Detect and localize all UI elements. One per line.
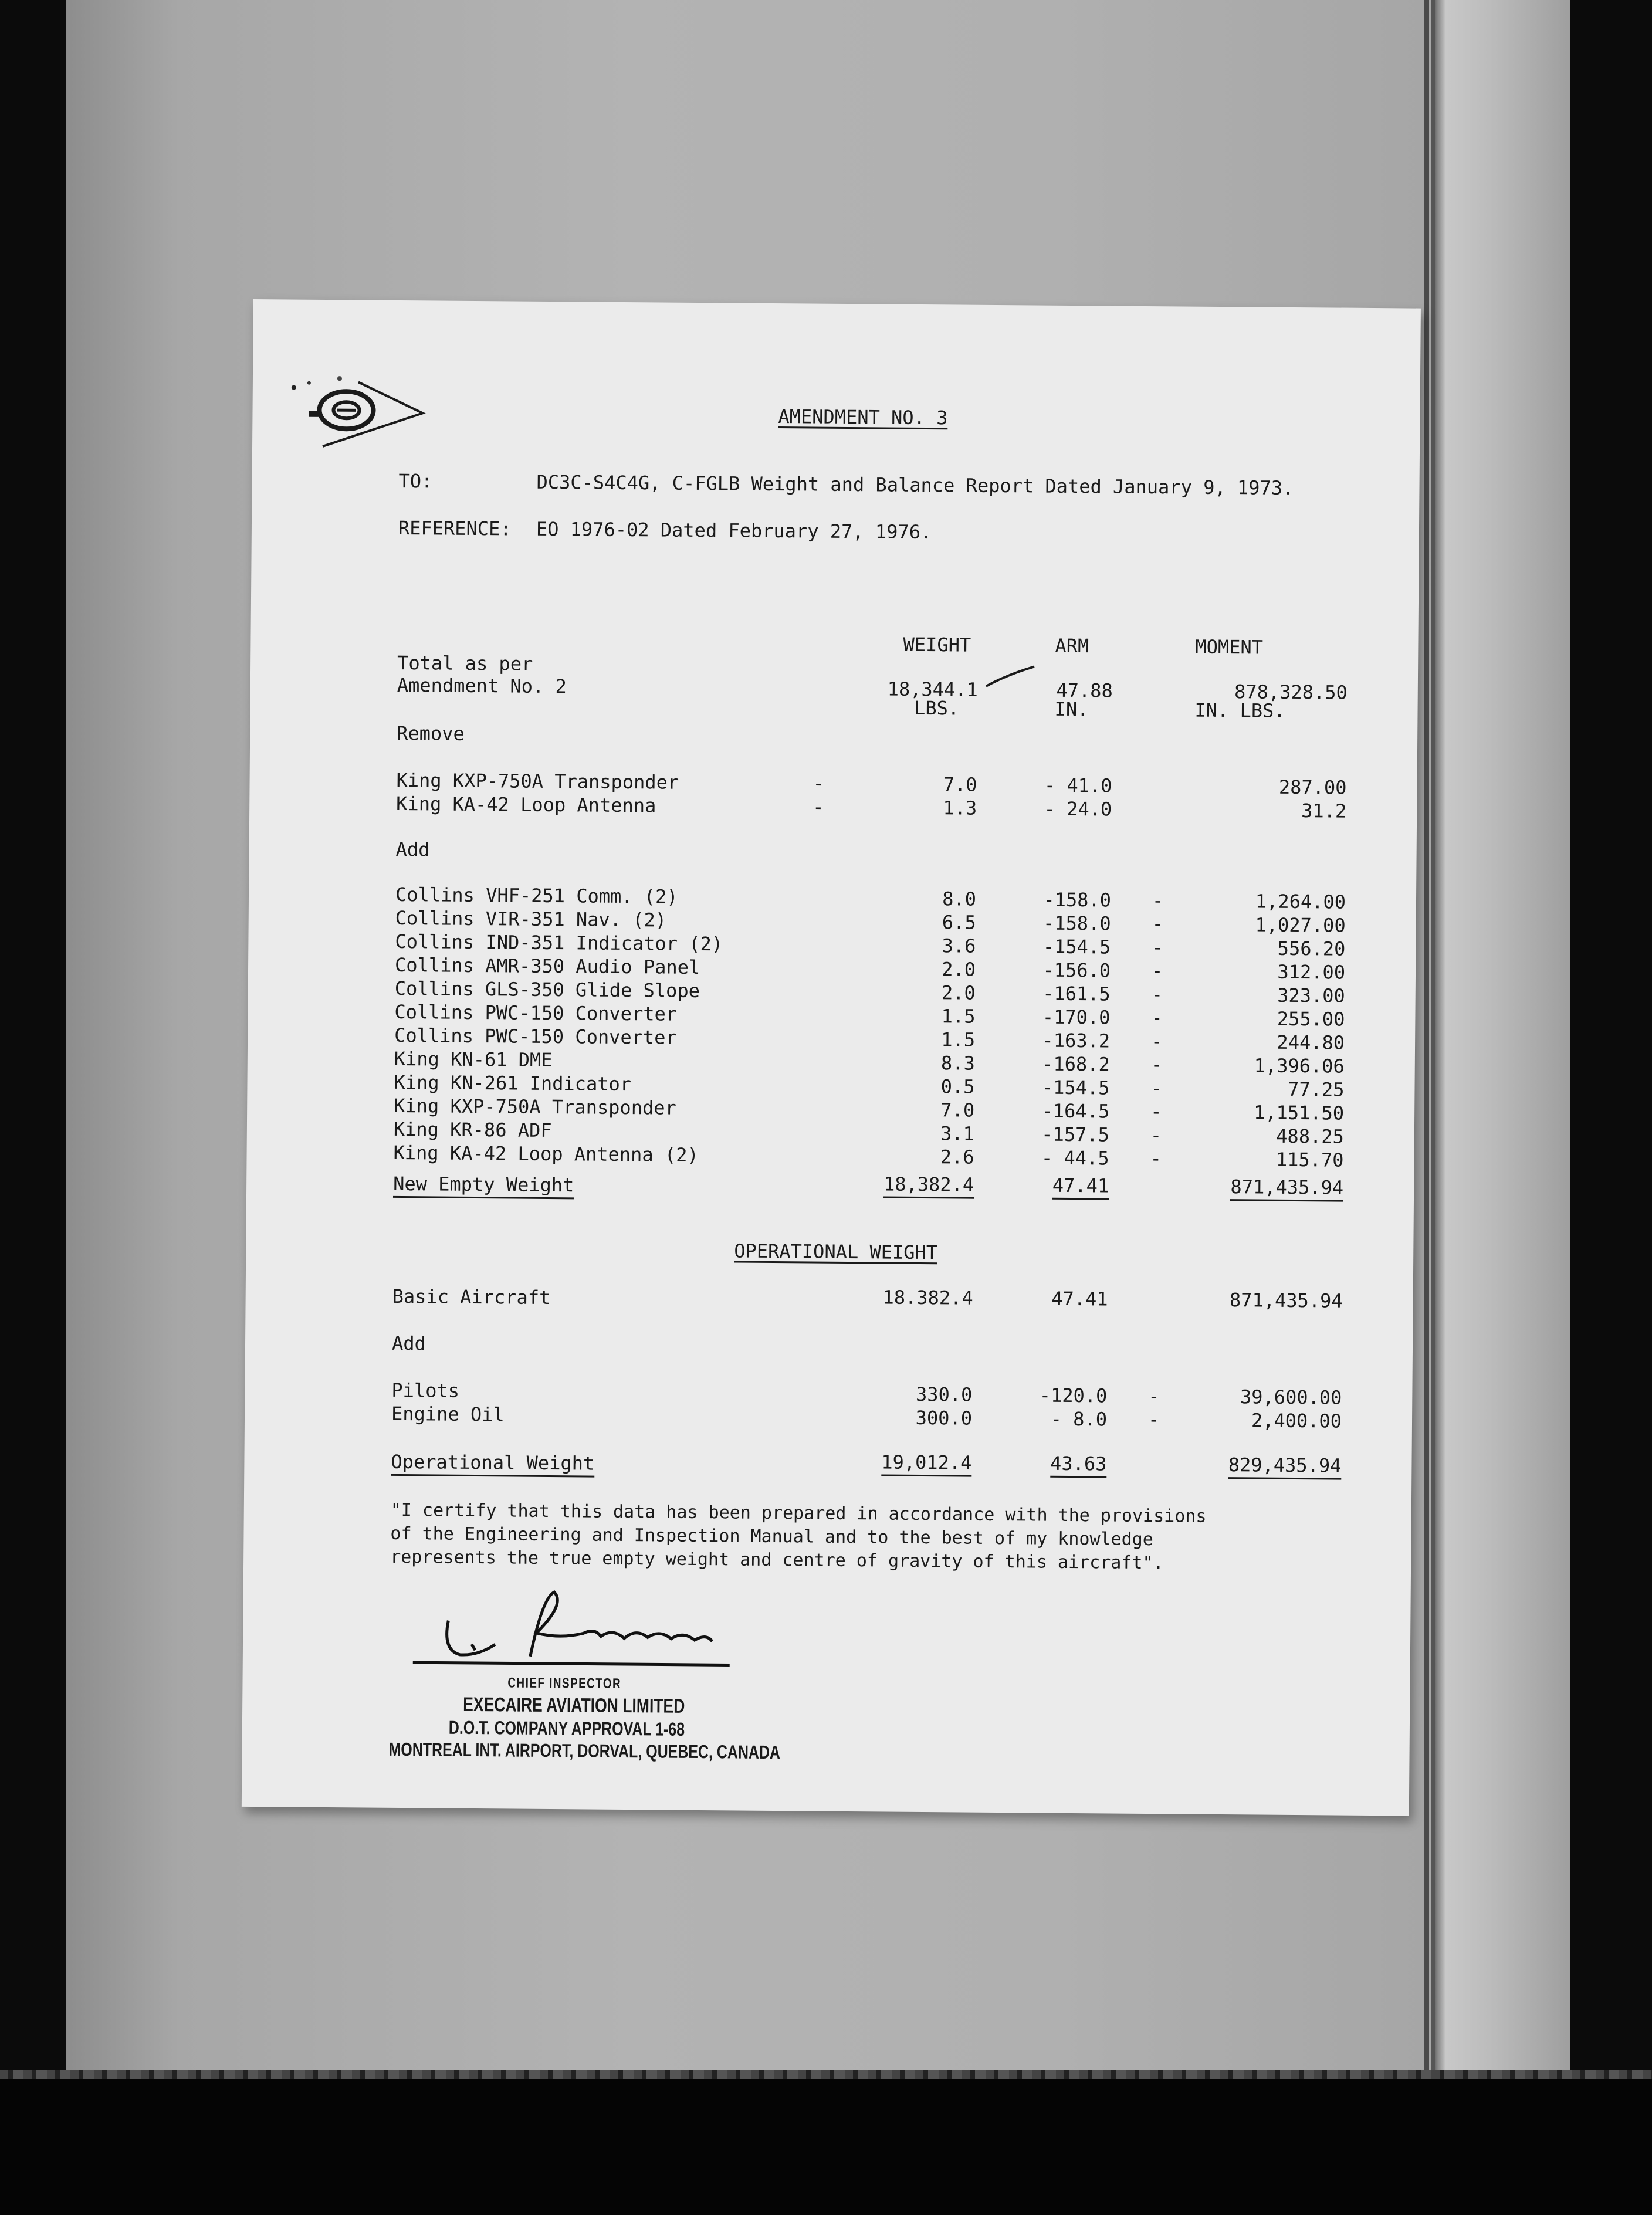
film-border (0, 2079, 1652, 2215)
row-moment: 77.25 (1287, 1078, 1345, 1101)
row-arm: -156.0 (1042, 959, 1111, 982)
row-item-name: King KR-86 ADF (393, 1117, 552, 1142)
row-item-name: Engine Oil (391, 1402, 505, 1426)
certification-line-2: of the Engineering and Inspection Manual and to the best of my knowledge (390, 1523, 1154, 1550)
row-item-name: Collins AMR-350 Audio Panel (394, 953, 700, 979)
operational-total-moment (1183, 1454, 1341, 1476)
row-moment: 255.00 (1277, 1007, 1345, 1031)
to-value: DC3C-S4C4G, C-FGLB Weight and Balance Report Dated January 9, 1973. (536, 470, 1294, 499)
total-prev-label-line1: Total as per (397, 651, 533, 675)
basic-aircraft-weight: 18.382.4 (882, 1286, 973, 1309)
total-prev-weight: 18,344.1 (887, 678, 978, 701)
certification-line-3: represents the true empty weight and centre of gravity of this aircraft". (390, 1546, 1164, 1574)
row-arm: - 44.5 (1041, 1146, 1109, 1170)
row-moment-sign: - (1150, 1077, 1162, 1100)
operational-heading: OPERATIONAL WEIGHT (734, 1239, 938, 1264)
row-moment-sign: - (1152, 889, 1164, 912)
row-weight: 3.6 (942, 934, 976, 957)
row-moment-sign: - (1150, 1030, 1163, 1053)
row-moment: 1,027.00 (1255, 913, 1346, 937)
row-arm: -168.2 (1042, 1052, 1110, 1076)
column-header-weight-line1: WEIGHT (903, 633, 971, 656)
row-moment: 488.25 (1276, 1125, 1344, 1148)
row-item-name: King KN-261 Indicator (394, 1071, 632, 1096)
add-heading: Add (395, 838, 430, 861)
row-moment-sign: - (1150, 1147, 1162, 1170)
row-moment-sign: - (1150, 1124, 1162, 1147)
reference-value: EO 1976-02 Dated February 27, 1976. (536, 517, 932, 544)
row-weight: 2.0 (942, 958, 976, 981)
new-empty-arm (1015, 1174, 1109, 1196)
row-item-name: Collins PWC-150 Converter (394, 1000, 678, 1025)
row-weight: 8.3 (940, 1052, 975, 1075)
operational-total-label-text: Operational Weight (391, 1451, 594, 1478)
row-arm: -161.5 (1042, 982, 1111, 1005)
row-weight: 1.5 (941, 1005, 976, 1028)
new-empty-arm-value: 47.41 (1052, 1174, 1109, 1200)
row-moment: 115.70 (1275, 1148, 1344, 1171)
certification-line-1: "I certify that this data has been prepared in accordance with the provisions (390, 1499, 1207, 1527)
row-weight: 0.5 (940, 1075, 975, 1098)
row-item-name: King KA-42 Loop Antenna (396, 792, 656, 817)
new-empty-weight (833, 1173, 974, 1195)
row-item-name: Collins PWC-150 Converter (394, 1024, 677, 1049)
column-header-moment-line1: MOMENT (1195, 635, 1264, 659)
basic-aircraft-label: Basic Aircraft (392, 1285, 551, 1309)
row-item-name: Collins GLS-350 Glide Slope (394, 977, 700, 1002)
row-moment-sign: - (1150, 1054, 1163, 1076)
row-moment: 1,396.06 (1254, 1054, 1345, 1078)
row-weight: 1.5 (941, 1028, 976, 1051)
to-label: TO: (398, 469, 433, 493)
operational-total-label (391, 1451, 594, 1474)
total-prev-label-line2: Amendment No. 2 (397, 673, 567, 698)
signature (407, 1585, 736, 1675)
column-header-weight-line2: LBS. (913, 696, 960, 720)
row-arm: -170.0 (1042, 1005, 1111, 1029)
row-arm: -163.2 (1042, 1029, 1111, 1052)
row-moment: 287.00 (1278, 775, 1347, 799)
row-moment: 323.00 (1277, 984, 1345, 1007)
row-item-name: King KXP-750A Transponder (396, 768, 679, 794)
new-empty-moment-value: 871,435.94 (1230, 1176, 1343, 1202)
company-logo-icon (287, 370, 429, 453)
row-arm: -158.0 (1042, 912, 1111, 935)
row-weight: 7.0 (940, 1099, 975, 1122)
row-sign: - (813, 772, 824, 795)
row-moment: 2,400.00 (1251, 1409, 1342, 1432)
row-item-name: Collins VHF-251 Comm. (2) (395, 883, 678, 908)
binder-rail (1431, 0, 1570, 2088)
remove-heading: Remove (397, 722, 465, 745)
column-header-arm-line1: ARM (1055, 634, 1089, 658)
row-moment: 31.2 (1301, 800, 1347, 822)
stamp-company: EXECAIRE AVIATION LIMITED (463, 1693, 685, 1718)
row-arm: -120.0 (1039, 1384, 1108, 1407)
basic-aircraft-arm: 47.41 (1051, 1287, 1108, 1310)
document-title: AMENDMENT NO. 3 (778, 405, 948, 429)
row-weight: 2.0 (941, 981, 976, 1004)
column-header-moment-line2: IN. LBS. (1194, 699, 1285, 722)
row-moment: 1,151.50 (1253, 1101, 1345, 1125)
stamp-approval: D.O.T. COMPANY APPROVAL 1-68 (448, 1716, 685, 1740)
row-item-name: Collins VIR-351 Nav. (2) (395, 906, 667, 932)
operational-total-arm-value: 43.63 (1050, 1452, 1107, 1478)
row-arm: -157.5 (1041, 1123, 1110, 1146)
column-header-arm-line2: IN. (1054, 697, 1089, 721)
row-weight: 3.1 (940, 1122, 975, 1145)
row-arm: - 8.0 (1050, 1407, 1108, 1431)
row-item-name: King KXP-750A Transponder (394, 1094, 676, 1119)
basic-aircraft-moment: 871,435.94 (1229, 1289, 1343, 1312)
row-weight: 8.0 (942, 888, 977, 910)
row-arm: -154.5 (1041, 1076, 1110, 1099)
row-weight: 330.0 (915, 1383, 973, 1406)
row-arm: -158.0 (1043, 888, 1112, 912)
row-moment-sign: - (1148, 1385, 1160, 1408)
row-arm: - 41.0 (1044, 774, 1112, 797)
row-item-name: Pilots (391, 1379, 460, 1402)
row-weight: 2.6 (940, 1146, 974, 1169)
row-arm: -164.5 (1041, 1099, 1110, 1123)
new-empty-label (393, 1173, 574, 1195)
row-weight: 300.0 (915, 1406, 973, 1430)
row-moment-sign: - (1147, 1408, 1160, 1431)
operational-total-weight-value: 19,012.4 (881, 1451, 971, 1476)
new-empty-moment (1185, 1176, 1343, 1198)
total-prev-moment: 878,328.50 (1234, 680, 1348, 704)
row-item-name: King KA-42 Loop Antenna (2) (393, 1141, 699, 1167)
column-header-arm (1024, 592, 1119, 762)
operational-total-moment-value: 829,435.94 (1228, 1454, 1342, 1480)
row-moment-sign: - (1151, 983, 1163, 1006)
row-moment: 1,264.00 (1255, 890, 1346, 913)
row-weight: 1.3 (943, 797, 977, 819)
row-moment: 39,600.00 (1240, 1386, 1342, 1409)
document-page (242, 299, 1421, 1816)
operational-add-heading: Add (391, 1332, 426, 1355)
total-prev-arm: 47.88 (1056, 679, 1113, 702)
row-moment-sign: - (1152, 936, 1163, 959)
row-arm: -154.5 (1042, 935, 1111, 959)
row-item-name: King KN-61 DME (394, 1047, 553, 1072)
row-weight: 7.0 (943, 773, 977, 796)
row-moment-sign: - (1150, 1100, 1162, 1123)
row-arm: - 24.0 (1044, 797, 1112, 821)
row-sign: - (813, 795, 824, 818)
new-empty-label-text: New Empty Weight (393, 1173, 574, 1199)
reference-label: REFERENCE: (398, 516, 512, 540)
row-weight: 6.5 (942, 911, 976, 934)
row-moment-sign: - (1151, 960, 1163, 983)
row-moment: 312.00 (1277, 960, 1346, 984)
row-moment-sign: - (1152, 913, 1164, 936)
row-item-name: Collins IND-351 Indicator (2) (395, 930, 723, 956)
row-moment-sign: - (1151, 1007, 1163, 1029)
binder-edge-line (1424, 0, 1429, 2088)
row-moment: 556.20 (1277, 937, 1346, 960)
operational-total-weight (831, 1451, 971, 1474)
new-empty-weight-value: 18,382.4 (883, 1173, 974, 1198)
stamp-address: MONTREAL INT. AIRPORT, DORVAL, QUEBEC, CANADA (388, 1738, 781, 1763)
column-header-moment (1194, 594, 1348, 764)
row-moment: 244.80 (1277, 1031, 1345, 1054)
stamp-title: CHIEF INSPECTOR (507, 1675, 622, 1692)
operational-total-arm (1013, 1452, 1106, 1474)
